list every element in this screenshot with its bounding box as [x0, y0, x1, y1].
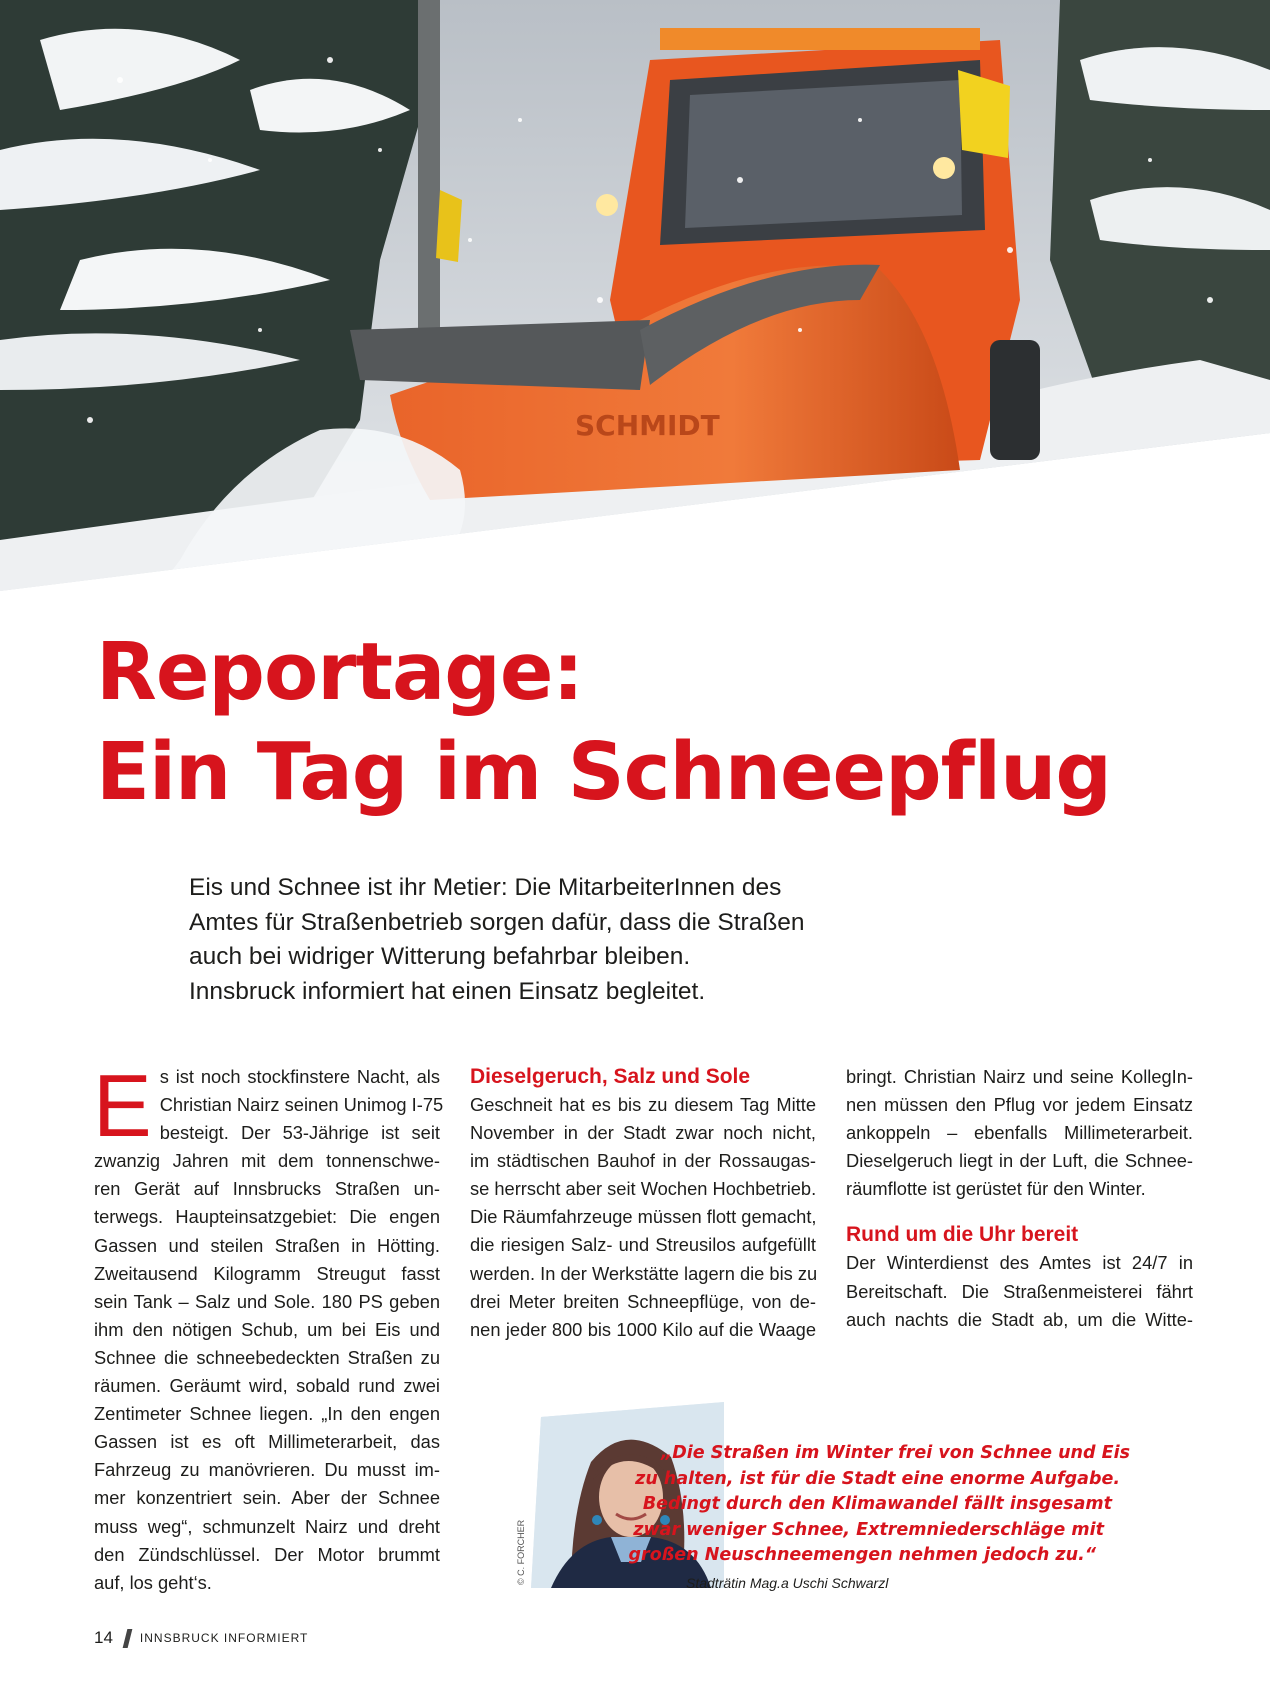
lead-line: Innsbruck informiert hat einen Einsatz begleitet.: [189, 977, 706, 1005]
quote-line: zu halten, ist für die Stadt eine enorme Aufgabe.: [635, 1468, 1120, 1489]
body-line: den Zündschlüssel. Der Motor brummt: [94, 1543, 440, 1565]
body-line: werden. In der Werkstätte lagern die bis zu: [470, 1262, 818, 1284]
body-line: s ist noch stockfinstere Nacht, als: [159, 1066, 440, 1087]
body-line: Zweitausend Kilogramm Streugut fasst: [94, 1262, 440, 1284]
body-line: ihm den nötigen Schub, um bei Eis und: [94, 1318, 440, 1340]
body-line: Gassen ist es oft Millimeterarbeit, das: [94, 1431, 440, 1453]
body-line: nen jeder 800 bis 1000 Kilo auf die Waage: [470, 1318, 816, 1340]
drop-cap: E: [93, 1056, 152, 1155]
plow-brand-text: SCHMIDT: [575, 409, 720, 442]
lead-line: auch bei widriger Witterung befahrbar bleiben.: [189, 943, 691, 970]
lead-paragraph: [189, 871, 909, 1009]
headline-line-1: Reportage:: [96, 626, 583, 718]
body-line: ren Gerät auf Innsbrucks Straßen un-: [94, 1178, 440, 1200]
body-line: räumen. Geräumt wird, sobald rund zwei: [94, 1375, 440, 1397]
quote-author: Stadträtin Mag.a Uschi Schwarzl: [686, 1575, 889, 1591]
body-line: Zentimeter Schnee liegen. „In den engen: [94, 1403, 440, 1425]
body-line: bringt. Christian Nairz und seine KollegIn-: [846, 1066, 1193, 1087]
body-line: terwegs. Haupteinsatzgebiet: Die engen: [94, 1206, 440, 1228]
pull-quote: [629, 1441, 1130, 1569]
body-line: Geschneit hat es bis zu diesem Tag Mitte: [470, 1094, 816, 1115]
body-line: Gassen und steilen Straßen in Hötting.: [94, 1234, 440, 1256]
body-line: Bereitschaft. Die Straßenmeisterei fährt: [846, 1280, 1193, 1302]
body-line: nen müssen den Pflug vor jedem Einsatz: [846, 1094, 1193, 1116]
body-line: auch nachts die Stadt ab, um die Witte-: [846, 1308, 1193, 1330]
publication-name: INNSBRUCK INFORMIERT: [139, 1631, 309, 1645]
headline-line-2: Ein Tag im Schneepflug: [96, 726, 1111, 818]
body-line: Schnee die schneebedeckten Straßen zu: [94, 1346, 440, 1368]
body-column-3: [846, 1063, 1193, 1334]
body-column-2: [470, 1063, 816, 1344]
quote-line: Bedingt durch den Klimawandel fällt insgesamt: [642, 1494, 1112, 1515]
body-line: Fahrzeug zu manövrieren. Du musst im-: [94, 1459, 440, 1481]
quote-line: „Die Straßen im Winter frei von Schnee und Eis: [660, 1443, 1130, 1463]
snow-plow-illustration: [0, 0, 1270, 600]
body-line: Christian Nairz seinen Unimog I-75: [159, 1094, 444, 1116]
article-headline: [96, 622, 1111, 822]
body-line: räumflotte ist gerüstet für den Winter.: [846, 1178, 1146, 1200]
body-line: im städtischen Bauhof in der Rossaugas-: [470, 1150, 816, 1172]
body-line: Dieselgeruch liegt in der Luft, die Schnee-: [846, 1150, 1193, 1172]
body-line: November in der Stadt zwar noch nicht,: [470, 1122, 816, 1144]
body-line: sein Tank – Salz und Sole. 180 PS geben: [94, 1290, 440, 1312]
body-line: drei Meter breiten Schneepflüge, von de-: [470, 1290, 816, 1312]
page-number: 14: [94, 1628, 113, 1647]
body-line: Die Räumfahrzeuge müssen flott gemacht,: [470, 1206, 817, 1228]
body-line: die riesigen Salz- und Streusilos aufgefüllt: [470, 1234, 816, 1256]
body-line: auf, los geht‘s.: [94, 1571, 212, 1593]
body-line: zwanzig Jahren mit dem tonnenschwe-: [94, 1150, 440, 1172]
body-line: se herrscht aber seit Wochen Hochbetrieb.: [470, 1178, 817, 1200]
subheading: Dieselgeruch, Salz und Sole: [470, 1065, 751, 1088]
body-line: ankoppeln – ebenfalls Millimeterarbeit.: [846, 1122, 1193, 1144]
footer-separator: [123, 1629, 133, 1648]
body-line: mer konzentriert sein. Aber der Schnee: [94, 1487, 440, 1509]
body-column-1: [93, 1056, 444, 1597]
quote-line: großen Neuschneemengen nehmen jedoch zu.“: [628, 1545, 1096, 1566]
lead-line: Amtes für Straßenbetrieb sorgen dafür, dass die Straßen: [189, 908, 805, 936]
body-line: besteigt. Der 53-Jährige ist seit: [159, 1122, 440, 1144]
body-line: muss weg“, schmunzelt Nairz und dreht: [94, 1515, 440, 1537]
quote-line: zwar weniger Schnee, Extremniederschläge mit: [633, 1519, 1104, 1540]
body-line: Der Winterdienst des Amtes ist 24/7 in: [846, 1252, 1193, 1274]
photo-credit: © C. FORCHER: [516, 1519, 526, 1585]
subheading: Rund um die Uhr bereit: [846, 1223, 1079, 1247]
page-footer: [94, 1628, 308, 1648]
lead-line: Eis und Schnee ist ihr Metier: Die MitarbeiterInnen des: [189, 874, 782, 901]
hero-photo: [0, 0, 1270, 600]
